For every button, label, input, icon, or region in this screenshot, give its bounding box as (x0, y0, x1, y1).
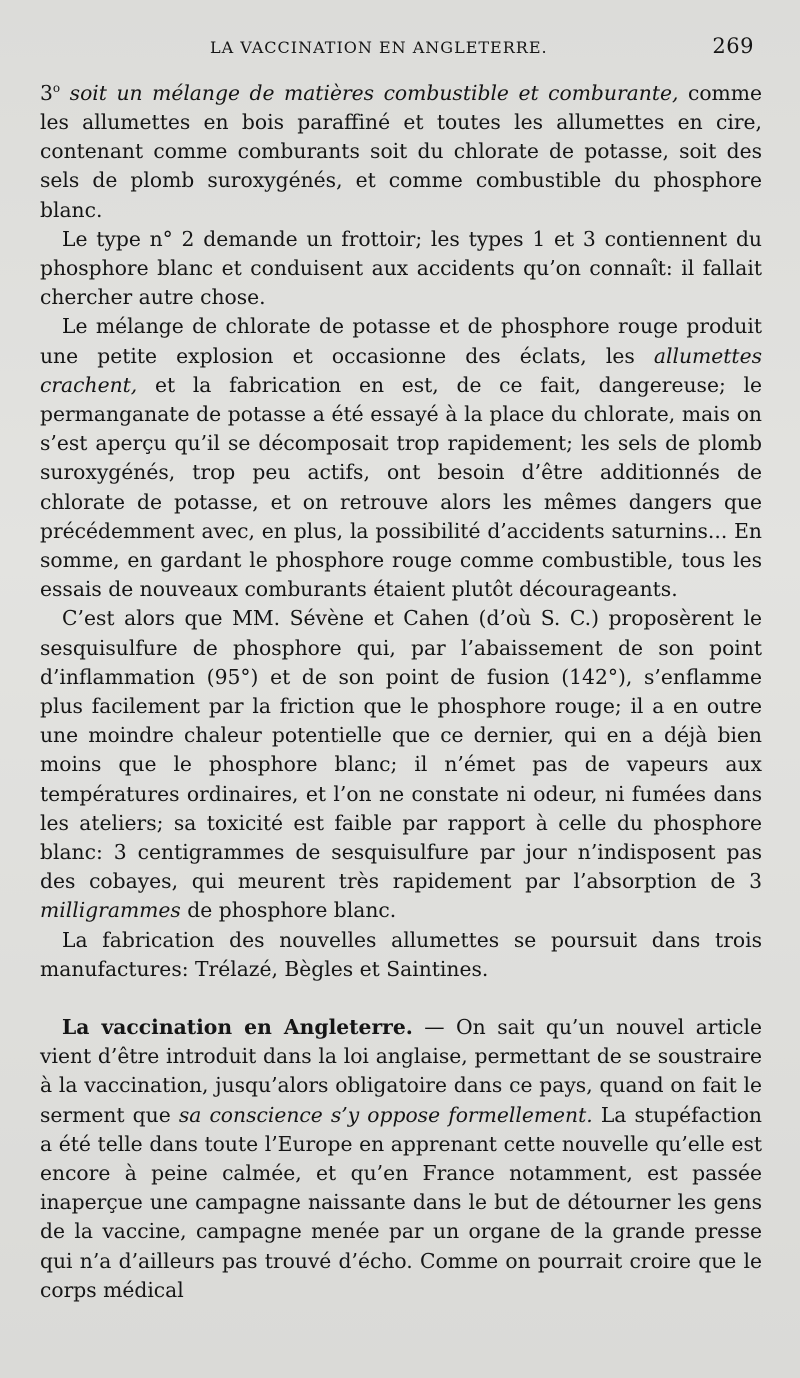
running-head (40, 34, 762, 74)
text-span: sa conscience s’y oppose formellement. (178, 1102, 593, 1127)
text-span: allumettes crachent, (40, 343, 762, 397)
text-span: de phosphore blanc. (180, 898, 397, 923)
text-span: C’est alors que MM. Sévène et Cahen (d’où S. C.) proposèrent le sesquisulfure de phosphore qui, par l’abaissement de son point d’inflammation (95°) et de son point de fusion (142°), s’enflamme plus facilement par la friction que le phosphore rouge; il a en outre une moindre chaleur potentielle que ce dernier, qui en a déjà bien moins que le phosphore blanc; il n’émet pas de vapeurs aux températures ordinaires, et l’on ne constate ni odeur, ni fumées dans les ateliers; sa toxicité est faible par rapport à celle du phosphore blanc: 3 centigrammes de sesquisulfure par jour n’indisposent pas des cobayes, qui meurent très rapidement par l’absorption de 3 (40, 606, 762, 894)
text-span: 3 (40, 80, 53, 105)
body-text (40, 74, 762, 1305)
text-span: et la fabrication en est, de ce fait, dangereuse; le permanganate de potasse a été essayé à la place du chlorate, mais on s’est aperçu qu’il se décomposait trop rapidement; les sels de plomb suroxygénés, trop peu actifs, ont besoin d’être additionnés de chlorate de potasse, et on retrouve alors les mêmes dangers que précédemment avec, en plus, la possibilité d’accidents saturnins... En somme, en gardant le phosphore rouge comme combustible, tous les essais de nouveaux comburants étaient plutôt décourageants. (40, 372, 762, 602)
text-span: La fabrication des nouvelles allumettes se poursuit dans trois manufactures: Trélazé, Bègles et Saintines. (40, 927, 762, 981)
text-span: Le type n° 2 demande un frottoir; les types 1 et 3 contiennent du phosphore blanc et conduisent aux accidents qu’on connaît: il fallait chercher autre chose. (40, 226, 762, 310)
text-span: o (52, 81, 61, 95)
text-span: Le mélange de chlorate de potasse et de phosphore rouge produit une petite explosion et occasionne des éclats, les (40, 314, 762, 368)
text-span: milligrammes (40, 898, 181, 923)
running-title: LA VACCINATION EN ANGLETERRE. (210, 38, 548, 57)
text-span: soit un mélange de matières combustible et comburante, (60, 80, 679, 105)
text-span: comme les allumettes en bois paraffiné et toutes les allumettes en cire, contenant comme comburants soit du chlorate de potasse, soit des sels de plomb suroxygénés, et comme combustible du phosphore blanc. (40, 80, 762, 222)
section-paragraph (40, 1013, 762, 1305)
text-span: — On sait qu’un nouvel article vient d’être introduit dans la loi anglaise, permettant de se soustraire à la vaccination, jusqu’alors obligatoire dans ce pays, quand on fait le serment que (40, 1015, 762, 1127)
paragraph (40, 225, 762, 313)
paragraph (40, 74, 762, 225)
paragraph (40, 926, 762, 984)
paragraph (40, 604, 762, 925)
page-number: 269 (712, 34, 754, 58)
paragraph (40, 312, 762, 604)
text-span: La stupéfaction a été telle dans toute l’Europe en apprenant cette nouvelle qu’elle est encore à peine calmée, et qu’en France notamment, est passée inaperçue une campagne naissante dans le but de détourner les gens de la vaccine, campagne menée par un organe de la grande presse qui n’a d’ailleurs pas trouvé d’écho. Comme on pourrait croire que le corps médical (40, 1102, 762, 1302)
section-heading: La vaccination en Angleterre. (62, 1015, 413, 1040)
